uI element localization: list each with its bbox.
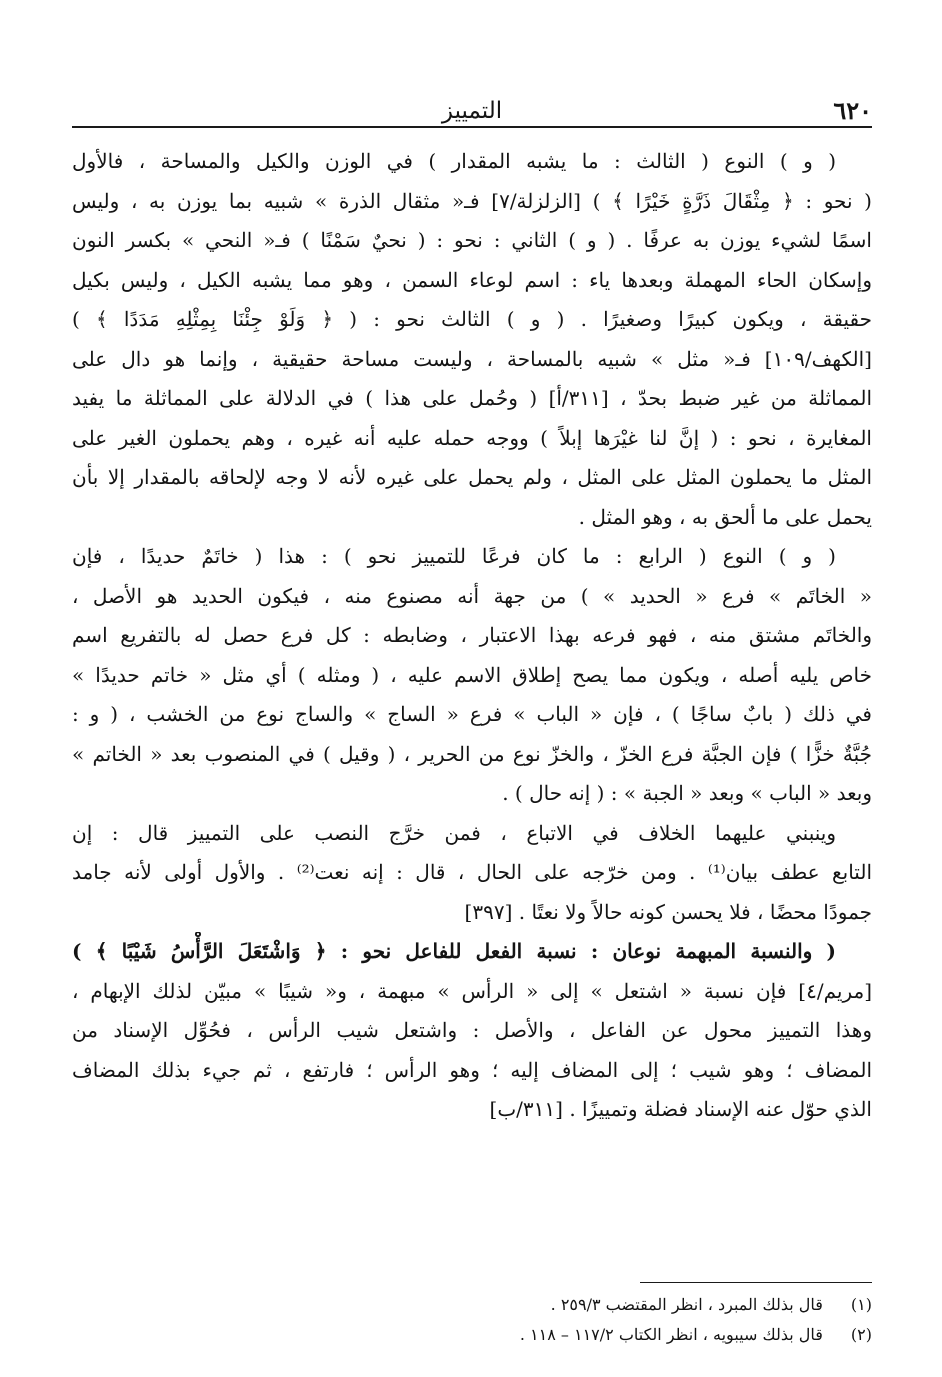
text-line: خاص يليه أصله ، ويكون مما يصح إطلاق الاسم عليه ، ( ومثله ) أي مثل « خاتم حديدًا » [72,662,872,687]
text-line: ( والنسبة المبهمة نوعان : نسبة الفعل للفاعل نحو : ﴿ وَاشْتَعَلَ الرَّأْسُ شَيْبًا ﴾ ) [72,939,836,963]
footnotes [72,1290,872,1350]
text-line: جمودًا محضًا ، فلا يحسن كونه حالاً ولا نعتًا . [٣٩٧] [464,899,872,924]
text-line: والخاتَم مشتق منه ، فهو فرعه بهذا الاعتبار ، وضابطه : كل فرع حصل له بالتفريع اسم [72,623,872,647]
text-line: الذي حوّل عنه الإسناد فضلة وتمييزًا . [٣١١/ب] [489,1097,872,1121]
text-line: « الخاتَم » فرع « الحديد » ) من جهة أنه مصنوع منه ، فيكون الحديد هو الأصل ، [72,583,872,608]
footnote-text: قال بذلك المبرد ، انظر المقتضب ٢٥٩/٣ . [550,1295,823,1314]
page-number: ٦٢٠ [833,96,872,125]
text-line: [الكهف/١٠٩] فـ« مثل » شبيه بالمساحة ، وليست مساحة حقيقية ، وإنما هو دال على [72,346,872,371]
page-header [72,96,872,126]
text-line: وينبني عليهما الخلاف في الاتباع ، فمن خرَّج النصب على التمييز قال : إن [72,820,836,845]
footnote-text: قال بذلك سيبويه ، انظر الكتاب ١١٧/٢ – ١١٨ . [519,1325,823,1344]
footnote [72,1320,872,1350]
text-line: التابع عطف بيان⁽¹⁾ . ومن خرّجه على الحال ، قال : إنه نعت⁽²⁾ . والأول أولى لأنه جامد [72,860,872,884]
text-line: ( و ) النوع ( الرابع : ما كان فرعًا للتمييز نحو ) : هذا ( خاتَمٌ حديدًا ، فإن [72,544,836,568]
text-line: وبعد « الباب » وبعد « الجبة » : ( إنه حال ) . [502,781,872,805]
footnote-number: (١) [850,1295,872,1314]
text-line: ( و ) النوع ( الثالث : ما يشبه المقدار ) في الوزن والكيل والمساحة ، فالأول [72,149,836,173]
running-title: التمييز [441,98,503,124]
text-line: المماثلة من غير ضبط بحدّ ، [٣١١/أ] ( وحُمل على هذا ) في الدلالة على المماثلة ما يفيد [72,386,872,410]
text-line: في ذلك ( بابٌ ساجًا ) ، فإن « الباب » فرع « الساج » والساج نوع من الخشب ، ( و : [72,702,872,726]
footnote-number: (٢) [850,1325,872,1344]
text-line: المضاف ؛ وهو شيب ؛ إلى المضاف إليه ؛ وهو الرأس ؛ فارتفع ، ثم جيء بذلك المضاف [72,1057,872,1082]
text-line: ( نحو : ﴿ مِثْقَالَ ذَرَّةٍ خَيْرًا ﴾ ) [الزلزلة/٧] فـ« مثقال الذرة » شبيه بما يوزن به ، وليس [72,188,872,213]
text-line: [مريم/٤] فإن نسبة « اشتعل » إلى « الرأس » مبهمة ، و« شيبًا » مبيّن لذلك الإبهام ، [72,978,872,1003]
text-line: المغايرة ، نحو : ( إنَّ لنا غيْرَها إبلاً ) ووجه حمله عليه أنه غيره ، وهم يحملون الغير على [72,425,872,450]
footnote-rule [640,1282,872,1283]
text-line: وهذا التمييز محول عن الفاعل ، والأصل : واشتعل شيب الرأس ، فحُوِّل الإسناد من [72,1018,872,1042]
footnote [72,1290,872,1320]
text-line: حقيقة ، ويكون كبيرًا وصغيرًا . ( و ) الثالث نحو : ( ﴿ وَلَوْ جِئْنَا بِمِثْلِهِ مَدَدًا ﴾ ) [72,307,872,331]
text-line: اسمًا لشيء يوزن به عرفًا . ( و ) الثاني : نحو : ( نحيٌ سَمْنًا ) فـ« النحي » بكسر النون [72,228,872,252]
body-text [72,142,872,1130]
text-line: المثل ما يحملون المثل على المثل ، ولم يحمل على غيره لأنه لا وجه لإلحاقه بالمقدار إلا بأن [72,465,872,489]
text-line: جُبَّةٌ خزًّا ) فإن الجبَّة فرع الخزّ ، والخزّ نوع من الحرير ، ( وقيل ) في المنصوب بعد « الخاتم » [72,741,872,766]
header-rule [72,126,872,128]
text-line: وإسكان الحاء المهملة وبعدها ياء : اسم لوعاء السمن ، وهو مما يشبه الكيل ، وليس بكيل [72,267,872,292]
text-line: يحمل على ما ألحق به ، وهو المثل . [578,504,872,529]
